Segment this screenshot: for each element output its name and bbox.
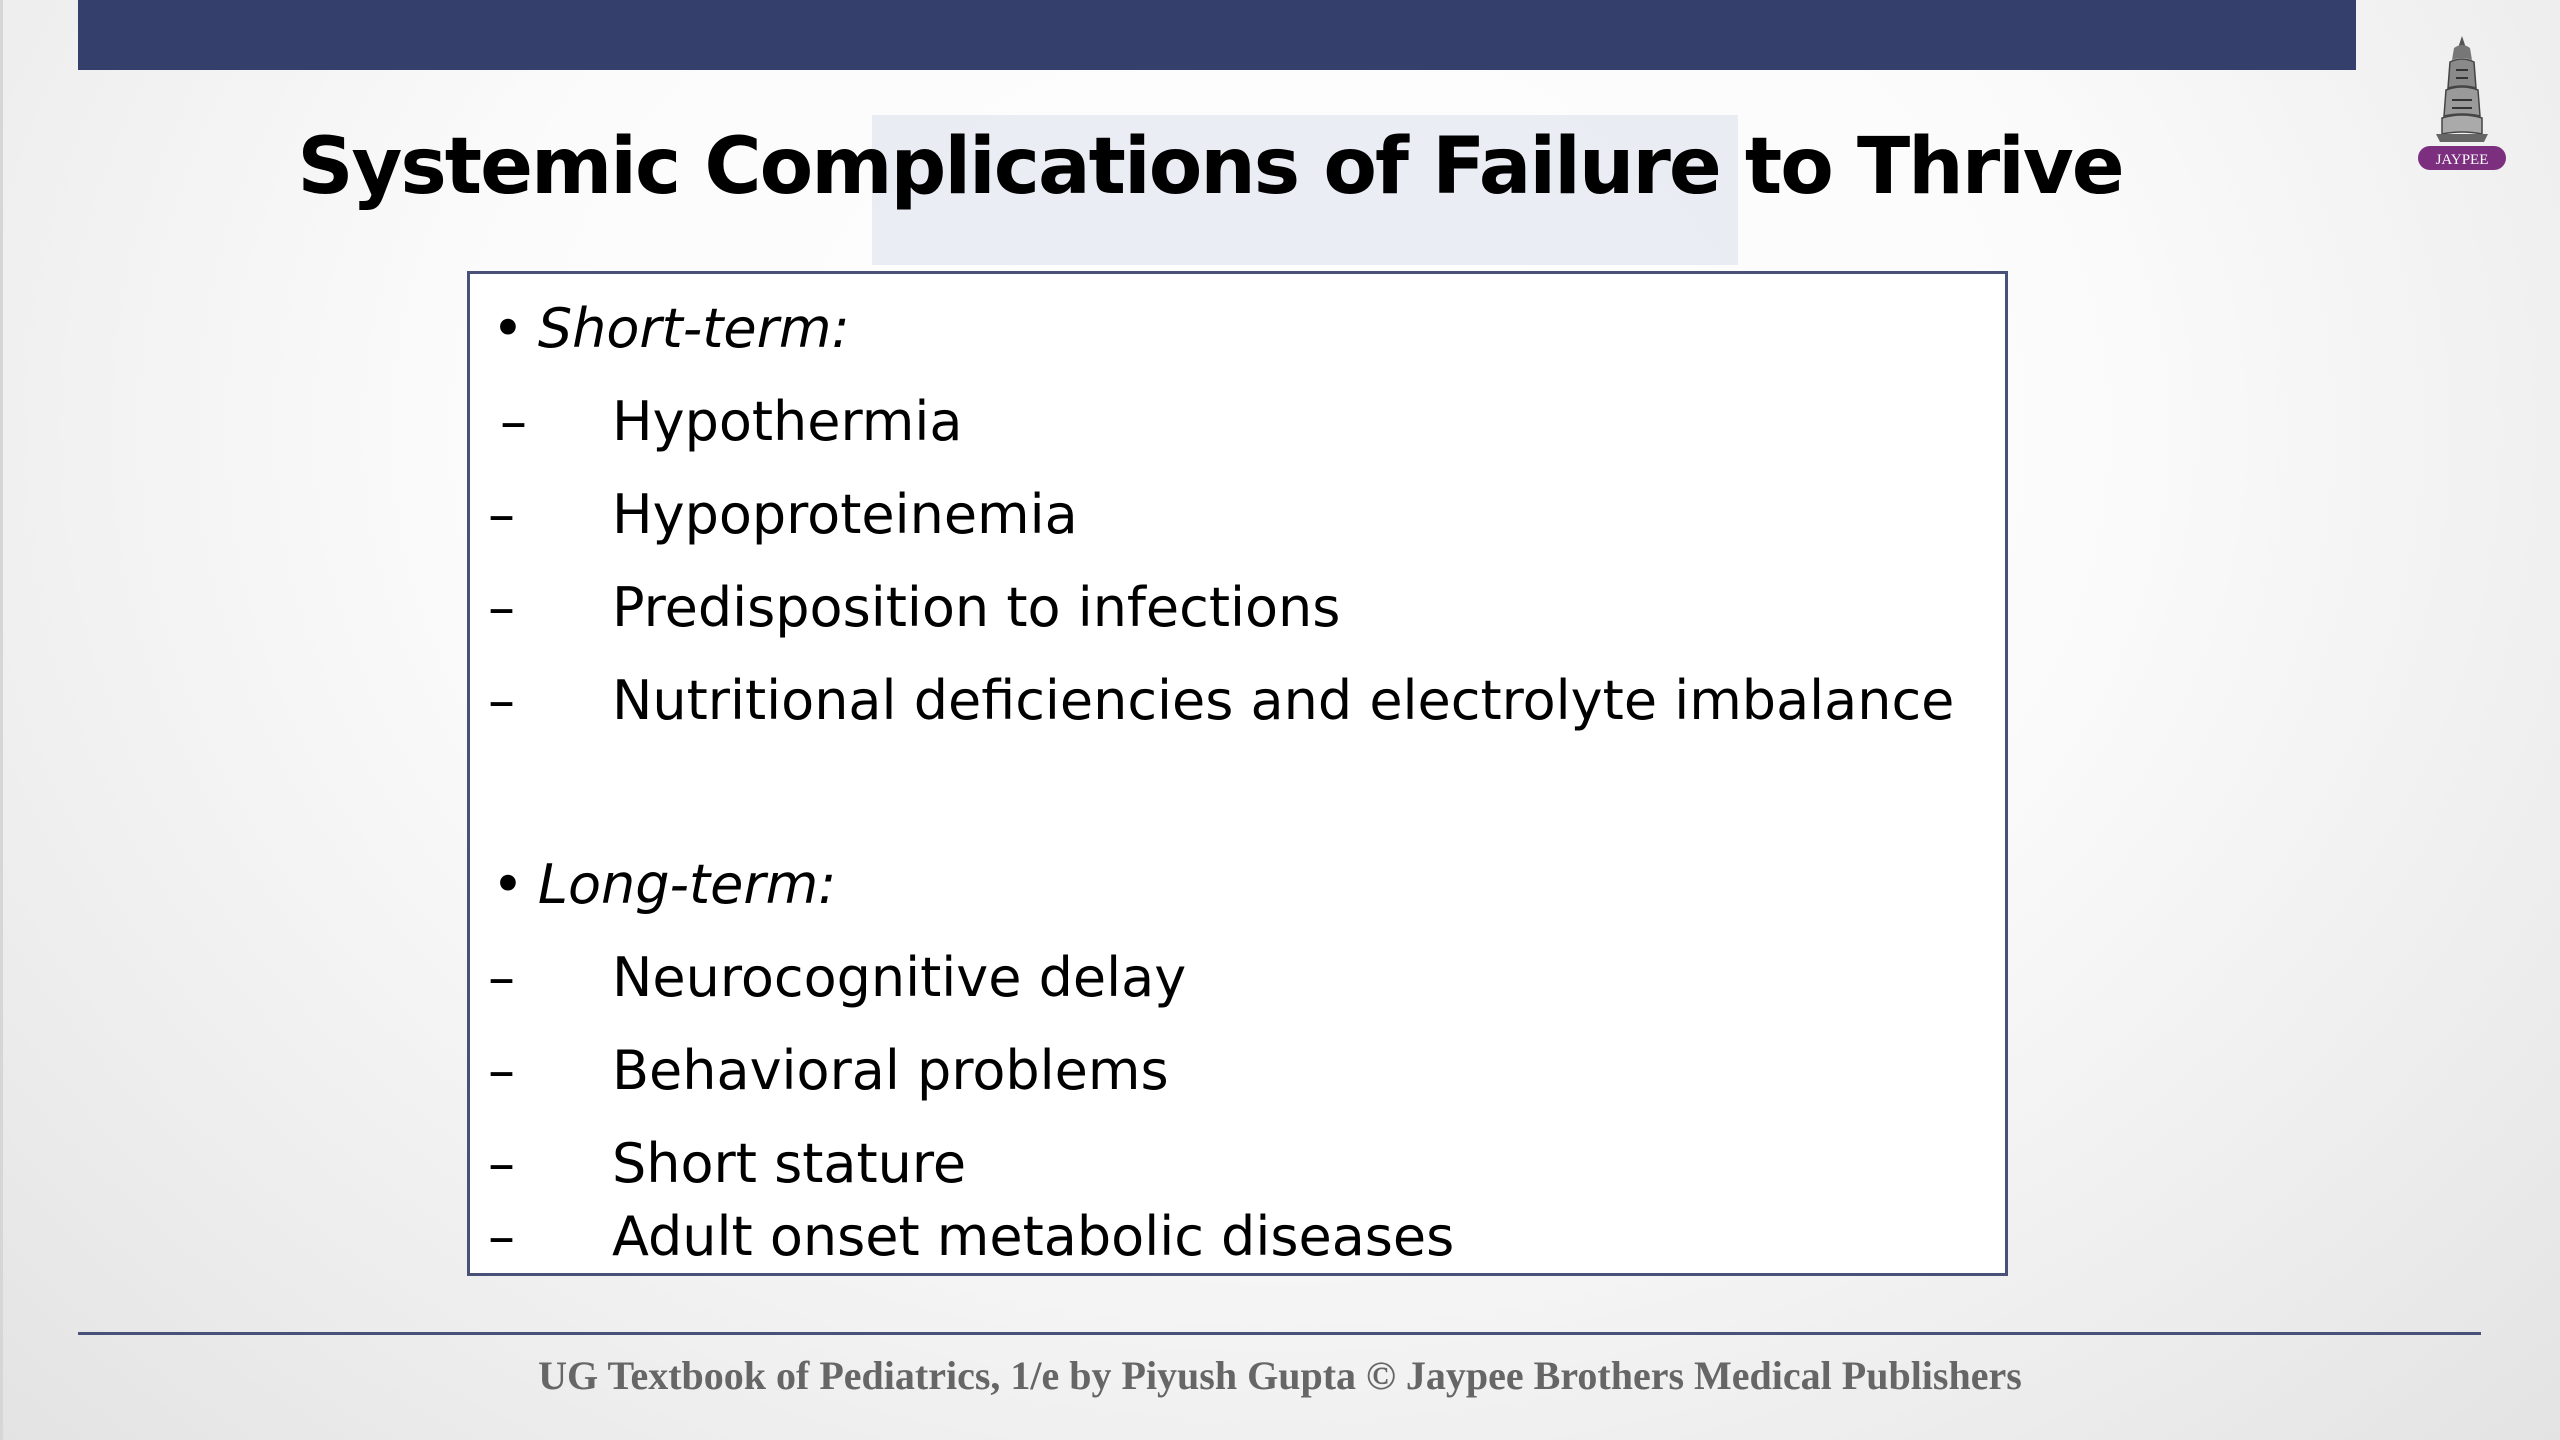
list-item [500,375,962,468]
logo-text: JAYPEE [2435,152,2489,168]
jaypee-logo [2412,30,2512,180]
list-item-text: Adult onset metabolic diseases [612,1205,1455,1268]
list-item [488,468,1078,561]
section-header-long-term [492,838,836,931]
slide-title: Systemic Complications of Failure to Thrive [297,122,2123,212]
footer-credit: UG Textbook of Pediatrics, 1/e by Piyush Gupta © Jaypee Brothers Medical Publishers [538,1353,2022,1398]
list-item-text: Nutritional deficiencies and electrolyte imbalance [612,669,1955,732]
logo-graphic [2412,30,2512,180]
list-item [488,561,1340,654]
list-item [488,931,1186,1024]
bullet-icon: • [492,853,524,916]
list-item-text: Hypothermia [612,390,963,453]
dash-marker: – [488,1132,515,1195]
list-item-text: Behavioral problems [612,1039,1169,1102]
section-header-label: Short-term: [537,297,850,360]
list-item-text: Predisposition to infections [612,576,1341,639]
list-item [488,654,1954,747]
dash-marker: – [488,483,515,546]
section-header-label: Long-term: [537,853,837,916]
dash-marker: – [500,390,527,453]
dash-marker: – [488,669,515,732]
section-header-short-term [492,282,850,375]
content-box [467,271,2008,1276]
top-banner [78,0,2356,70]
list-item [488,1024,1169,1117]
bullet-icon: • [492,297,524,360]
list-item-text: Short stature [612,1132,967,1195]
footer-divider [78,1332,2481,1335]
dash-marker: – [488,1039,515,1102]
dash-marker: – [488,576,515,639]
list-item [488,1190,1454,1283]
dash-marker: – [488,946,515,1009]
list-item-text: Hypoproteinemia [612,483,1078,546]
dash-marker: – [488,1205,515,1268]
list-item-text: Neurocognitive delay [612,946,1187,1009]
